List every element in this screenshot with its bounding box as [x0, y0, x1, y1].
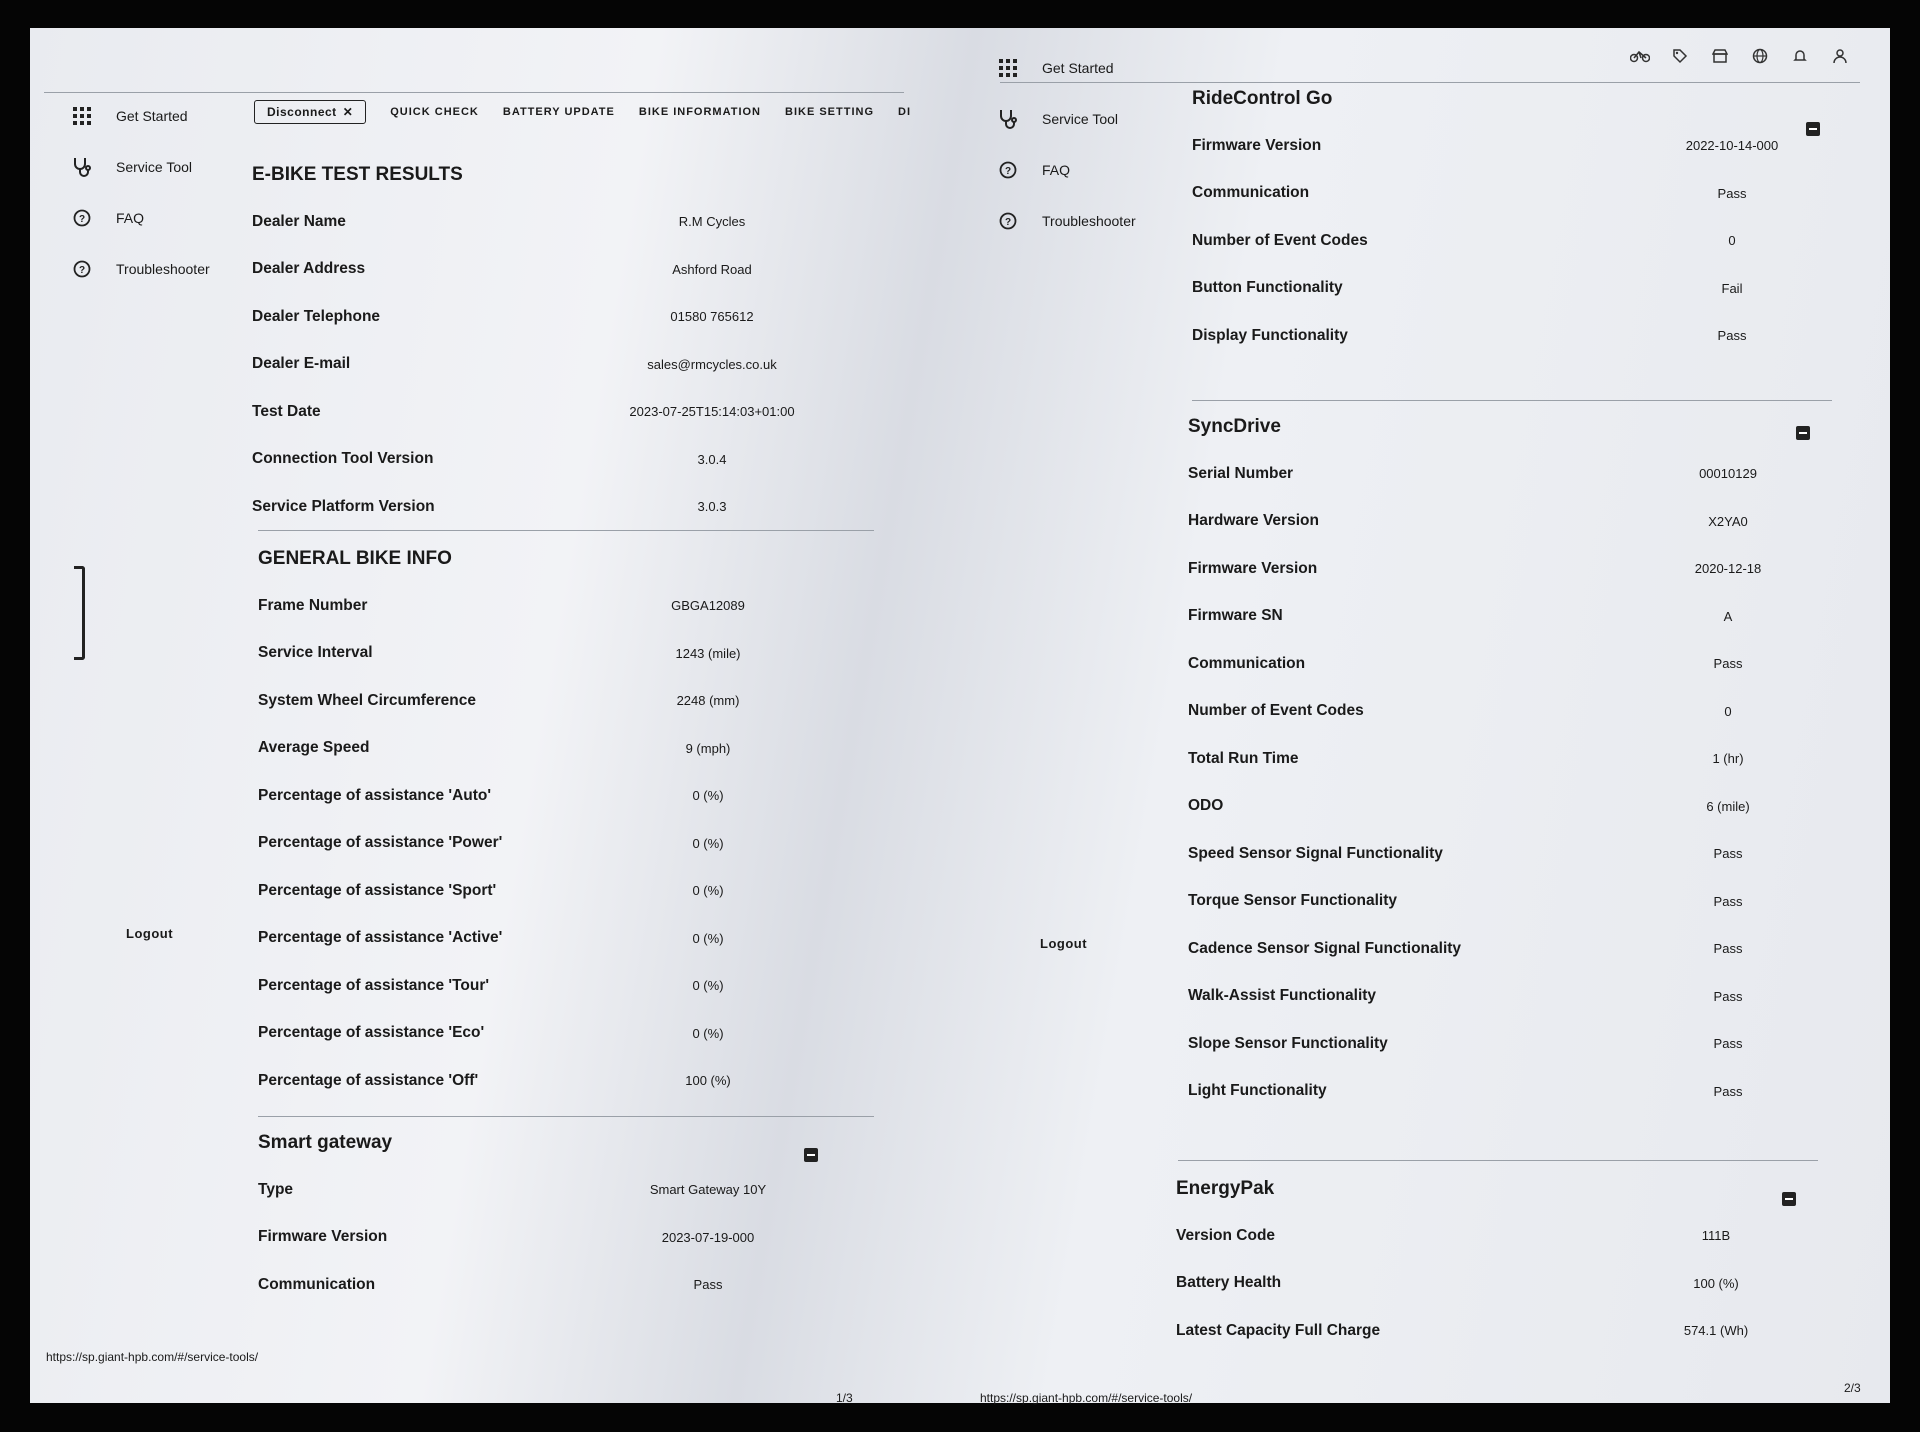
syncdrive-rows	[1188, 450, 1848, 1115]
row-value: 0 (%)	[692, 883, 724, 899]
svg-text:?: ?	[78, 213, 86, 225]
row-label: Type	[258, 1180, 294, 1198]
row-label: Frame Number	[258, 596, 368, 614]
row-value: 2020-12-18	[1694, 561, 1762, 577]
store-icon[interactable]	[1710, 46, 1730, 66]
row-label: Walk-Assist Functionality	[1188, 987, 1377, 1005]
table-row	[258, 962, 828, 1010]
row-value: 0	[1728, 233, 1736, 249]
general-bike-info	[258, 548, 828, 1105]
ridecontrol-rows	[1192, 122, 1852, 360]
table-row	[1188, 593, 1848, 641]
header-divider	[44, 92, 904, 93]
row-value: 100 (%)	[1693, 1275, 1739, 1291]
row-value: Pass	[1713, 988, 1743, 1004]
tab-battery-update[interactable]: BATTERY UPDATE	[502, 106, 615, 118]
row-label: Percentage of assistance 'Tour'	[258, 976, 490, 994]
table-row	[252, 198, 832, 246]
nav-label: Service Tool	[116, 158, 193, 175]
table-row	[258, 630, 828, 678]
table-row	[258, 677, 828, 725]
row-value: Pass	[693, 1277, 723, 1293]
row-label: Light Functionality	[1188, 1082, 1327, 1100]
row-label: Average Speed	[258, 739, 370, 757]
collapse-ridecontrol-button[interactable]	[1806, 122, 1820, 136]
footer-url: https://sp.giant-hpb.com/#/service-tools/	[980, 1391, 1193, 1405]
row-label: Version Code	[1176, 1226, 1276, 1244]
row-label: Communication	[1188, 654, 1306, 672]
paper-clip-mark	[74, 566, 85, 660]
section-divider	[1192, 400, 1832, 401]
row-value: 01580 765612	[670, 309, 754, 325]
table-row	[258, 772, 828, 820]
row-value: 0 (%)	[692, 978, 724, 994]
row-value: Pass	[1713, 893, 1743, 909]
row-value: 111B	[1701, 1228, 1731, 1244]
row-value: 0 (%)	[692, 1025, 724, 1041]
disconnect-button[interactable]	[254, 100, 366, 124]
table-row	[258, 582, 828, 630]
row-label: Slope Sensor Functionality	[1188, 1034, 1388, 1052]
table-row	[1188, 688, 1848, 736]
row-value: 2023-07-25T15:14:03+01:00	[629, 404, 795, 420]
row-value: Pass	[1713, 941, 1743, 957]
row-label: Speed Sensor Signal Functionality	[1188, 844, 1443, 862]
nav-label: FAQ	[116, 209, 145, 226]
row-label: Service Interval	[258, 644, 373, 662]
row-label: Percentage of assistance 'Active'	[258, 929, 503, 947]
collapse-energypak-button[interactable]	[1782, 1192, 1796, 1206]
table-row	[1188, 1020, 1848, 1068]
page-number: 1/3	[836, 1391, 853, 1405]
row-label: Firmware Version	[1192, 136, 1322, 154]
nav-service-tool[interactable]	[996, 93, 1136, 144]
page-1	[30, 28, 970, 1403]
section-divider	[1178, 1160, 1818, 1161]
nav-troubleshooter[interactable]	[996, 195, 1136, 246]
row-value: 3.0.3	[697, 499, 727, 515]
table-row	[1188, 498, 1848, 546]
sidebar-nav	[996, 42, 1136, 246]
help-circle-icon	[70, 257, 94, 281]
svg-text:?: ?	[78, 264, 86, 276]
table-row	[1192, 170, 1852, 218]
row-value: 1 (hr)	[1712, 751, 1744, 767]
row-label: Percentage of assistance 'Auto'	[258, 786, 492, 804]
help-circle-icon	[70, 206, 94, 230]
row-label: Dealer Name	[252, 212, 346, 230]
tab-bar	[254, 100, 911, 124]
stethoscope-icon	[996, 107, 1020, 131]
row-label: Dealer Address	[252, 260, 366, 278]
row-value: Smart Gateway 10Y	[649, 1182, 767, 1198]
section-title: EnergyPak	[1176, 1178, 1275, 1199]
page-number: 2/3	[1844, 1381, 1861, 1395]
row-value: Pass	[1717, 328, 1747, 344]
general-rows	[258, 582, 828, 1105]
row-label: Serial Number	[1188, 464, 1294, 482]
table-row	[1188, 878, 1848, 926]
nav-troubleshooter[interactable]	[70, 243, 210, 294]
row-label: Button Functionality	[1192, 279, 1343, 297]
table-row	[252, 388, 832, 436]
row-label: Latest Capacity Full Charge	[1176, 1321, 1381, 1339]
grid-icon	[70, 104, 94, 128]
tab-quick-check[interactable]: QUICK CHECK	[390, 106, 479, 118]
row-value: X2YA0	[1708, 513, 1748, 529]
row-label: Dealer Telephone	[252, 307, 381, 325]
collapse-gateway-button[interactable]	[804, 1148, 818, 1162]
close-icon: ✕	[342, 105, 354, 119]
row-value: Pass	[1717, 185, 1747, 201]
row-value: 0 (%)	[692, 930, 724, 946]
section-title: Smart gateway	[258, 1132, 393, 1153]
row-value: 1243 (mile)	[675, 645, 741, 661]
table-row	[1176, 1260, 1836, 1308]
section-title: E-BIKE TEST RESULTS	[252, 164, 463, 185]
row-value: 9 (mph)	[685, 740, 731, 756]
table-row	[1188, 640, 1848, 688]
grid-icon	[996, 56, 1020, 80]
disconnect-label: Disconnect	[267, 105, 337, 119]
row-label: Percentage of assistance 'Sport'	[258, 881, 497, 899]
table-row	[252, 246, 832, 294]
stethoscope-icon	[70, 155, 94, 179]
row-label: Firmware SN	[1188, 607, 1283, 625]
row-value: sales@rmcycles.co.uk	[647, 356, 777, 372]
table-row	[258, 1261, 828, 1309]
table-row	[1188, 783, 1848, 831]
row-label: Service Platform Version	[252, 497, 435, 515]
nav-label: Service Tool	[1042, 110, 1119, 127]
row-label: System Wheel Circumference	[258, 691, 476, 709]
nav-label: Get Started	[116, 107, 188, 124]
row-label: ODO	[1188, 797, 1224, 815]
row-value: 0	[1724, 703, 1732, 719]
table-row	[1192, 122, 1852, 170]
table-row	[1176, 1212, 1836, 1260]
row-value: R.M Cycles	[678, 214, 746, 230]
energypak-rows	[1176, 1212, 1836, 1355]
row-value: Pass	[1713, 1036, 1743, 1052]
row-label: Percentage of assistance 'Power'	[258, 834, 503, 852]
row-value: 00010129	[1699, 466, 1757, 482]
row-value: 2022-10-14-000	[1685, 138, 1779, 154]
row-label: Hardware Version	[1188, 512, 1319, 530]
tag-icon[interactable]	[1670, 46, 1690, 66]
table-row	[1176, 1307, 1836, 1355]
section-title: GENERAL BIKE INFO	[258, 548, 452, 569]
row-value: 2248 (mm)	[676, 693, 740, 709]
row-label: Communication	[258, 1275, 376, 1293]
row-value: Fail	[1721, 280, 1743, 296]
help-circle-icon	[996, 209, 1020, 233]
row-value: 0 (%)	[692, 788, 724, 804]
nav-faq[interactable]	[996, 144, 1136, 195]
table-row	[1192, 312, 1852, 360]
logout-button[interactable]: Logout	[1040, 936, 1088, 951]
globe-icon[interactable]	[1750, 46, 1770, 66]
table-row	[1188, 973, 1848, 1021]
row-label: Percentage of assistance 'Eco'	[258, 1024, 485, 1042]
collapse-syncdrive-button[interactable]	[1796, 426, 1810, 440]
nav-label: Troubleshooter	[1042, 212, 1136, 229]
row-value: Pass	[1713, 846, 1743, 862]
user-icon[interactable]	[1830, 46, 1850, 66]
page-2	[970, 28, 1890, 1403]
section-divider	[258, 1116, 874, 1117]
table-row	[252, 483, 832, 531]
svg-text:?: ?	[1004, 165, 1012, 177]
row-value: Ashford Road	[672, 261, 752, 277]
row-label: Connection Tool Version	[252, 450, 434, 468]
tab-bike-setting[interactable]: BIKE SETTING	[785, 106, 875, 118]
gateway-rows	[258, 1166, 828, 1309]
row-label: Torque Sensor Functionality	[1188, 892, 1397, 910]
row-value: Pass	[1713, 1083, 1743, 1099]
table-row	[1188, 925, 1848, 973]
nav-label: Get Started	[1042, 59, 1114, 76]
energypak	[1176, 1178, 1836, 1355]
table-row	[1192, 217, 1852, 265]
nav-service-tool[interactable]	[70, 141, 210, 192]
row-label: Display Functionality	[1192, 326, 1348, 344]
row-label: Number of Event Codes	[1192, 231, 1368, 249]
logout-button[interactable]: Logout	[126, 926, 174, 941]
row-value: 6 (mile)	[1706, 798, 1750, 814]
row-value: 0 (%)	[692, 835, 724, 851]
row-value: A	[1723, 608, 1733, 624]
row-value: 574.1 (Wh)	[1683, 1323, 1749, 1339]
tab-di[interactable]: DI	[898, 106, 912, 118]
section-title: RideControl Go	[1192, 88, 1333, 109]
sidebar-nav	[70, 90, 210, 294]
smart-gateway	[258, 1132, 828, 1309]
syncdrive	[1188, 416, 1848, 1115]
ebike-rows	[252, 198, 832, 531]
tab-bike-information[interactable]: BIKE INFORMATION	[638, 106, 761, 118]
table-row	[1188, 450, 1848, 498]
bell-icon[interactable]	[1790, 46, 1810, 66]
nav-label: Troubleshooter	[116, 260, 210, 277]
ridecontrol-go	[1192, 88, 1852, 360]
row-label: Firmware Version	[258, 1228, 388, 1246]
row-value: 100 (%)	[685, 1073, 731, 1089]
row-value: 2023-07-19-000	[661, 1229, 755, 1245]
row-label: Battery Health	[1176, 1274, 1282, 1292]
table-row	[258, 1057, 828, 1105]
ebike-test-results	[252, 164, 832, 531]
row-value: Pass	[1713, 656, 1743, 672]
header-divider	[1000, 82, 1860, 83]
table-row	[1188, 1068, 1848, 1116]
table-row	[1188, 735, 1848, 783]
table-row	[258, 1010, 828, 1058]
svg-text:?: ?	[1004, 216, 1012, 228]
row-value: 3.0.4	[697, 451, 727, 467]
bike-icon[interactable]	[1630, 46, 1650, 66]
header-icons	[1630, 46, 1850, 66]
table-row	[258, 820, 828, 868]
section-title: SyncDrive	[1188, 416, 1281, 437]
table-row	[258, 915, 828, 963]
table-row	[252, 341, 832, 389]
table-row	[258, 1214, 828, 1262]
row-label: Percentage of assistance 'Off'	[258, 1071, 479, 1089]
row-label: Number of Event Codes	[1188, 702, 1364, 720]
help-circle-icon	[996, 158, 1020, 182]
row-label: Firmware Version	[1188, 559, 1318, 577]
table-row	[1188, 830, 1848, 878]
table-row	[258, 725, 828, 773]
nav-faq[interactable]	[70, 192, 210, 243]
nav-get-started[interactable]	[996, 42, 1136, 93]
row-value: GBGA12089	[671, 598, 745, 614]
table-row	[252, 293, 832, 341]
table-row	[258, 1166, 828, 1214]
table-row	[252, 436, 832, 484]
printed-pages	[30, 28, 1890, 1403]
footer-url: https://sp.giant-hpb.com/#/service-tools/	[46, 1350, 259, 1364]
row-label: Test Date	[252, 402, 321, 420]
row-label: Communication	[1192, 184, 1310, 202]
row-label: Total Run Time	[1188, 749, 1299, 767]
nav-label: FAQ	[1042, 161, 1071, 178]
section-divider	[258, 530, 874, 531]
nav-get-started[interactable]	[70, 90, 210, 141]
table-row	[258, 867, 828, 915]
row-label: Cadence Sensor Signal Functionality	[1188, 939, 1462, 957]
table-row	[1192, 265, 1852, 313]
row-label: Dealer E-mail	[252, 355, 351, 373]
table-row	[1188, 545, 1848, 593]
